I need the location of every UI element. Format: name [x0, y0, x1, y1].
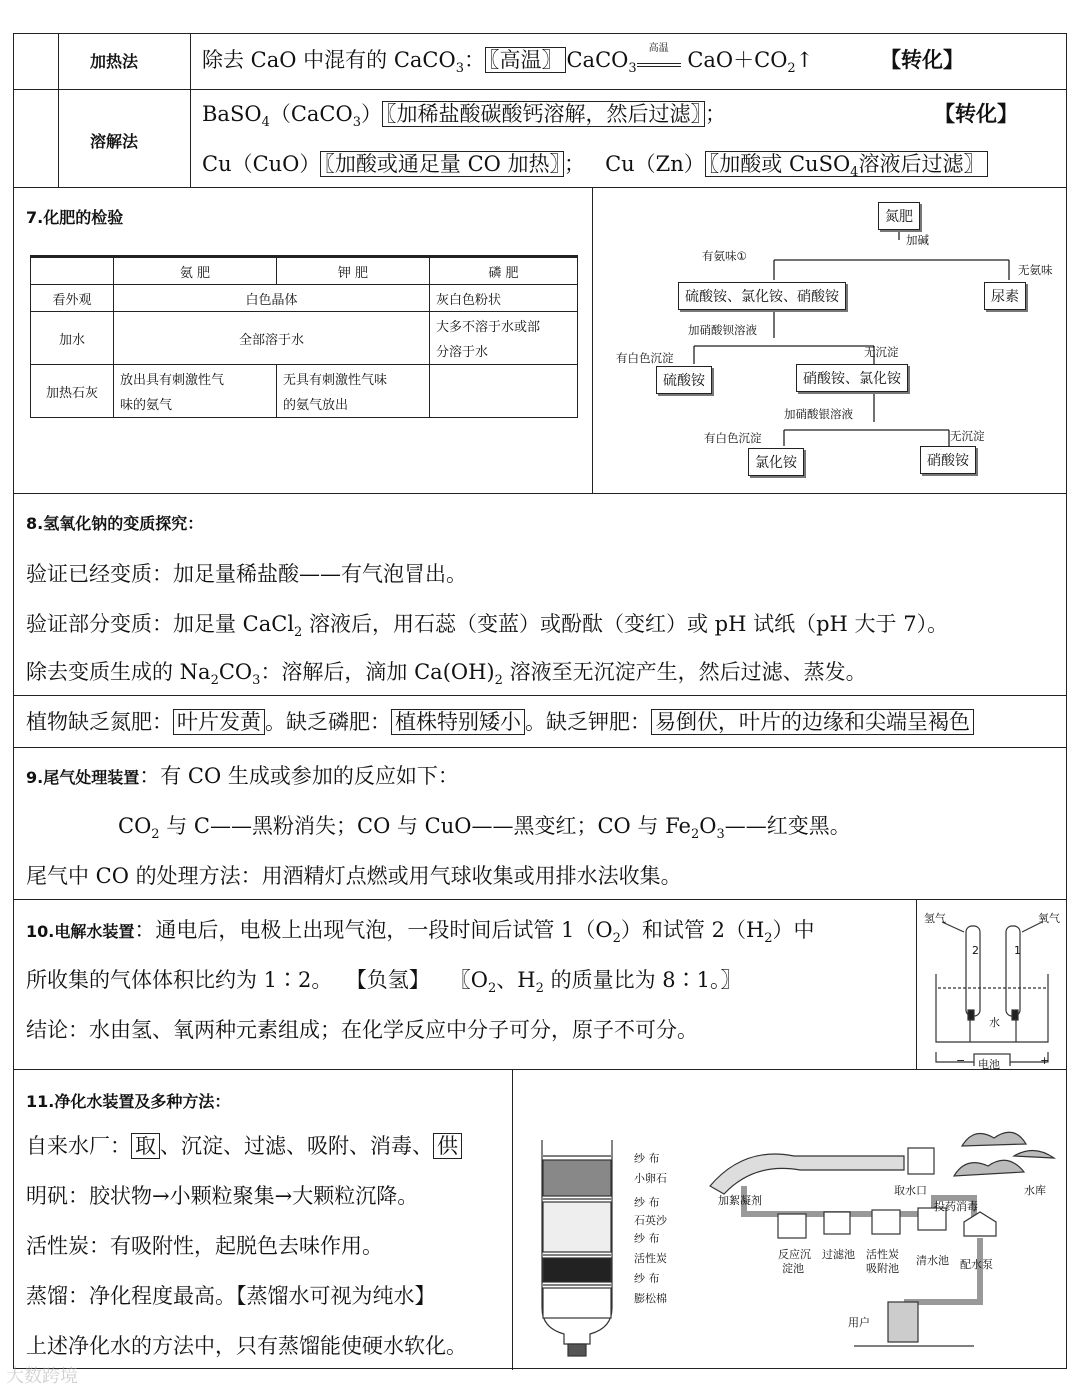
label-add-barium-nitrate: 加硝酸钡溶液: [688, 323, 757, 337]
dissolve-label: 溶解法: [90, 132, 139, 151]
dissolve-line-1: BaSO$_4$（CaCO$_3$） 〖加稀盐酸碳酸钙溶解，然后过滤〗 ；: [202, 102, 726, 131]
node-ammonium-chloride: 氯化铵: [748, 448, 804, 476]
label-reservoir: 水库: [1024, 1184, 1046, 1197]
water-plant-diagram: [704, 1126, 1060, 1362]
label-negative: −: [956, 1054, 966, 1067]
filter-layer: 石英沙: [634, 1214, 667, 1227]
filter-layer: 小卵石: [634, 1172, 667, 1185]
purification-line-2: 明矾：胶状物→小颗粒聚集→大颗粒沉降。: [26, 1184, 419, 1208]
label-no-ppt-2: 无沉淀: [950, 429, 985, 443]
filter-layer: 纱 布: [634, 1152, 660, 1165]
dissolve-line-2: Cu（CuO） 〖加酸或通足量 CO 加热〗 ； Cu（Zn） 〖加酸或 CuSO$_4$溶液后过滤〗: [202, 152, 988, 176]
purification-title: 11.净化水装置及多种方法：: [26, 1092, 231, 1111]
filter-layer: 纱 布: [634, 1196, 660, 1209]
purification-line-5: 上述净化水的方法中，只有蒸馏能使硬水软化。: [26, 1334, 467, 1358]
filter-layer: 膨松棉: [634, 1292, 667, 1305]
heating-condition-box: 〖高温〗: [485, 47, 567, 73]
fertilizer-table: [30, 255, 578, 418]
naoh-line-3: 除去变质生成的 $Na_2CO_3$：溶解后，滴加 $Ca(OH)_2$ 溶液至无沉淀产生，然后过滤、蒸发。: [26, 660, 867, 689]
label-positive: +: [1040, 1054, 1050, 1067]
exhaust-line-2: $CO_2$ 与 C——黑粉消失；CO 与 CuO——黑变红；CO 与 $Fe_2O_3——$红变黑。: [118, 814, 851, 843]
label-sediment-tank: 反应沉: [778, 1248, 811, 1261]
label-tube-2: 2: [972, 944, 979, 957]
label-water: 水: [989, 1016, 1000, 1029]
table-row: 氨 肥 钾 肥 磷 肥: [31, 257, 578, 285]
fertilizer-title: 7.化肥的检验: [26, 208, 124, 227]
exhaust-line-1: 9.尾气处理装置：有 CO 生成或参加的反应如下：: [26, 764, 459, 788]
label-add-base: 加碱: [906, 233, 929, 247]
filter-layer: 纱 布: [634, 1232, 660, 1245]
label-disinfect: 投药消毒: [934, 1200, 978, 1213]
label-tube-1: 1: [1014, 944, 1021, 957]
label-ammonia-smell: 有氨味①: [702, 249, 747, 263]
filter-layer: 活性炭: [634, 1252, 667, 1265]
purification-line-1: 自来水厂： 取 、沉淀、过滤、吸附、消毒、 供: [26, 1134, 462, 1158]
filter-diagram: [534, 1130, 624, 1360]
label-intake: 取水口: [894, 1184, 927, 1197]
dissolve-row: [14, 90, 1066, 188]
label-carbon-tank: 活性炭: [866, 1248, 899, 1261]
page-frame: [13, 33, 1067, 1369]
node-ammonium-sulfate: 硫酸铵: [656, 366, 712, 394]
label-add-silver-nitrate: 加硝酸银溶液: [784, 407, 853, 421]
exhaust-line-3: 尾气中 CO 的处理方法：用酒精灯点燃或用气球收集或用排水法收集。: [26, 864, 682, 888]
table-row: 看外观 白色晶体 灰白色粉状: [31, 285, 578, 312]
label-sediment-tank: 淀池: [782, 1262, 804, 1275]
electrolysis-diagram: [920, 904, 1064, 1066]
heating-content: 除去 CaO 中混有的 CaCO$_3$： 〖高温〗 CaCO$_3$ 高温 $CaO+CO_2↑$: [202, 43, 814, 77]
heating-tag: 【转化】: [880, 47, 964, 72]
purification-line-4: 蒸馏：净化程度最高。【蒸馏水可视为纯水】: [26, 1284, 436, 1308]
plant-deficiency-row: [14, 696, 1066, 748]
label-clear-water-tank: 清水池: [916, 1254, 949, 1267]
node-group-1: 硫酸铵、氯化铵、硝酸铵: [678, 282, 846, 310]
plant-deficiency-text: 植物缺乏氮肥： 叶片发黄 。缺乏磷肥： 植株特别矮小 。缺乏钾肥： 易倒伏，叶片的边缘和尖端呈褐色: [26, 710, 974, 734]
table-row: 加热石灰 放出具有刺激性气 味的氨气 无具有刺激性气味 的氨气放出: [31, 365, 578, 418]
watermark: 大数跨境: [6, 1366, 78, 1387]
exhaust-section: [14, 748, 1066, 900]
label-filter-tank: 过滤池: [822, 1248, 855, 1261]
label-carbon-tank: 吸附池: [866, 1262, 899, 1275]
electrolysis-line-1: 10.电解水装置：通电后，电极上出现气泡，一段时间后试管 $1(O_2)$和试管 $2(H_2)$中: [26, 918, 815, 947]
label-user: 用户: [848, 1316, 870, 1329]
fertilizer-section: [14, 188, 1066, 494]
heating-label: 加热法: [90, 52, 139, 71]
electrolysis-line-3: 结论：水由氢、氧两种元素组成；在化学反应中分子可分，原子不可分。: [26, 1018, 698, 1042]
node-ammonium-nitrate: 硝酸铵: [920, 446, 976, 474]
label-battery: 电池: [978, 1058, 1000, 1071]
label-pump: 配水泵: [960, 1258, 993, 1271]
electrolysis-section: [14, 900, 1066, 1070]
node-group-2: 硝酸铵、氯化铵: [796, 364, 908, 392]
naoh-line-1: 验证已经变质：加足量稀盐酸——有气泡冒出。: [26, 562, 467, 586]
table-row: 加水 全部溶于水 大多不溶于水或部 分溶于水: [31, 312, 578, 365]
label-no-ppt-1: 无沉淀: [864, 345, 899, 359]
filter-layer: 纱 布: [634, 1272, 660, 1285]
flowchart-lines: [594, 188, 1064, 488]
label-hydrogen: 氢气: [924, 912, 946, 925]
naoh-title: 8.氢氧化钠的变质探究：: [26, 514, 204, 533]
node-urea: 尿素: [984, 282, 1026, 310]
heating-row: [14, 34, 1066, 90]
label-white-ppt-1: 有白色沉淀: [616, 351, 674, 365]
label-no-smell: 无氨味: [1018, 263, 1053, 277]
dissolve-tag: 【转化】: [934, 101, 1018, 126]
electrolysis-line-2: 所收集的气体体积比约为 1∶2。 【负氢】 〖$O_2$、$H_2$ 的质量比为 8∶1。〗: [26, 968, 742, 997]
reaction-condition: 高温: [637, 53, 681, 67]
label-coagulant: 加絮凝剂: [718, 1194, 762, 1207]
naoh-line-2: 验证部分变质：加足量 CaCl$_2$ 溶液后，用石蕊（变蓝）或酚酞（变红）或 pH 试纸（pH 大于 7）。: [26, 612, 949, 641]
label-oxygen: 氧气: [1038, 912, 1060, 925]
naoh-section: [14, 494, 1066, 696]
label-white-ppt-2: 有白色沉淀: [704, 431, 762, 445]
purification-line-3: 活性炭：有吸附性，起脱色去味作用。: [26, 1234, 383, 1258]
purification-section: [14, 1070, 1066, 1370]
node-nitrogen-fertilizer: 氮肥: [878, 202, 920, 230]
